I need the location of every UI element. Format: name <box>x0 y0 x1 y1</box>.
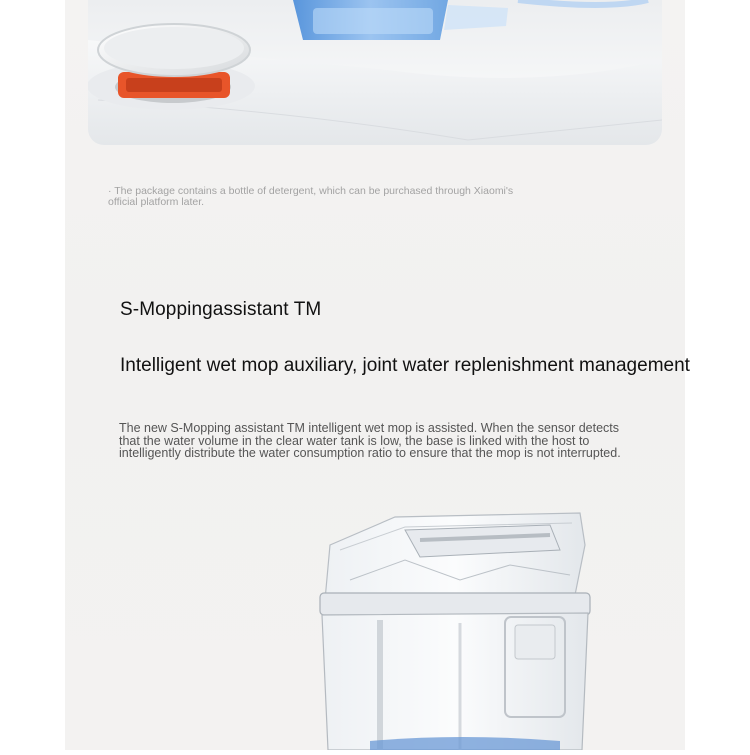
robot-vacuum-photo <box>88 0 662 145</box>
robot-vacuum-illustration <box>88 0 662 145</box>
water-tank-photo <box>310 505 600 750</box>
section-description: The new S-Mopping assistant TM intelligent wet mop is assisted. When the sensor detects that the water volume in the clear water tank is low, the base is linked with the host to intelligently distribute the water consumption ratio to ensure that the mop is not interrupted. <box>119 421 621 461</box>
package-note: · The package contains a bottle of detergent, which can be purchased through Xiaomi's official platform later. <box>108 185 514 208</box>
water-tank-illustration <box>310 505 600 750</box>
section-title: S-Moppingassistant TM <box>120 299 322 320</box>
section-subtitle: Intelligent wet mop auxiliary, joint water replenishment management <box>120 355 690 376</box>
